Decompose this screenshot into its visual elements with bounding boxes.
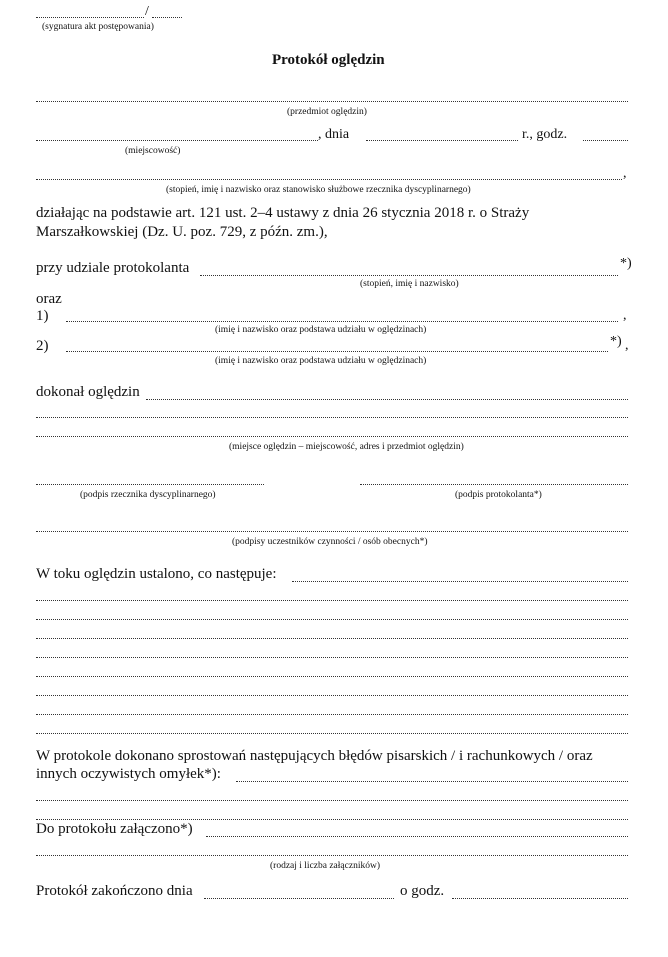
participant-2-caption: (imię i nazwisko oraz podstawa udziału w oględzinach) <box>215 356 427 366</box>
recorder-signature-field <box>360 484 628 485</box>
officer-field <box>36 179 622 180</box>
participant-2-star: *) <box>610 334 622 349</box>
attachments-label: Do protokołu załączono*) <box>36 821 193 837</box>
attachments-field-2 <box>36 855 628 856</box>
findings-label: W toku oględzin ustalono, co następuje: <box>36 566 277 582</box>
findings-line-9 <box>36 733 628 734</box>
inspection-field-3 <box>36 436 628 437</box>
officer-comma: , <box>623 166 627 181</box>
participants-signature-field <box>36 531 628 532</box>
recorder-signature-caption: (podpis protokolanta*) <box>455 490 542 500</box>
place-caption: (miejscowość) <box>125 146 181 156</box>
legal-basis-line-1: działając na podstawie art. 121 ust. 2–4 ustawy z dnia 26 stycznia 2018 r. o Straży <box>36 205 530 221</box>
findings-line-5 <box>36 657 628 658</box>
corrections-line-2: innych oczywistych omyłek*): <box>36 766 221 782</box>
time-label: r., godz. <box>522 127 568 142</box>
recorder-caption: (stopień, imię i nazwisko) <box>360 279 459 289</box>
officer-caption: (stopień, imię i nazwisko oraz stanowisko służbowe rzecznika dyscyplinarnego) <box>166 185 471 195</box>
inspection-field-2 <box>36 417 628 418</box>
findings-line-6 <box>36 676 628 677</box>
signature-caption: (sygnatura akt postępowania) <box>42 22 154 32</box>
signature-slash: / <box>145 4 149 19</box>
closed-time-label: o godz. <box>400 883 445 899</box>
closed-time-field <box>452 898 628 899</box>
officer-signature-field <box>36 484 264 485</box>
date-label: , dnia <box>318 127 350 142</box>
oraz-label: oraz <box>36 291 62 307</box>
page-title: Protokół oględzin <box>272 52 385 68</box>
findings-line-1 <box>292 581 628 582</box>
attachments-field-1 <box>206 836 628 837</box>
corrections-field-2 <box>36 800 628 801</box>
officer-signature-caption: (podpis rzecznika dyscyplinarnego) <box>80 490 216 500</box>
findings-line-8 <box>36 714 628 715</box>
legal-basis-line-2: Marszałkowskiej (Dz. U. poz. 729, z późn. zm.), <box>36 224 328 240</box>
attachments-caption: (rodzaj i liczba załączników) <box>270 861 380 871</box>
closed-date-field <box>204 898 394 899</box>
inspection-field-1 <box>146 399 628 400</box>
corrections-field-1 <box>236 781 628 782</box>
closed-label: Protokół zakończono dnia <box>36 883 193 899</box>
recorder-label: przy udziale protokolanta <box>36 260 190 276</box>
participant-1-caption: (imię i nazwisko oraz podstawa udziału w oględzinach) <box>215 325 427 335</box>
recorder-star: *) <box>620 256 632 271</box>
corrections-field-3 <box>36 819 628 820</box>
participant-2-number: 2) <box>36 338 49 354</box>
participant-2-comma: , <box>625 338 629 353</box>
inspection-label: dokonał oględzin <box>36 384 140 400</box>
place-field <box>36 140 318 141</box>
signature-dots-left <box>36 17 144 18</box>
date-field <box>366 140 518 141</box>
findings-line-7 <box>36 695 628 696</box>
participant-2-field <box>66 351 608 352</box>
findings-line-4 <box>36 638 628 639</box>
participant-1-field <box>66 321 618 322</box>
signature-dots-right <box>152 17 182 18</box>
participant-1-number: 1) <box>36 308 49 324</box>
time-field <box>583 140 628 141</box>
inspection-caption: (miejsce oględzin – miejscowość, adres i przedmiot oględzin) <box>229 442 464 452</box>
participants-signature-caption: (podpisy uczestników czynności / osób obecnych*) <box>232 537 428 547</box>
findings-line-2 <box>36 600 628 601</box>
subject-field <box>36 101 628 102</box>
subject-caption: (przedmiot oględzin) <box>287 107 367 117</box>
participant-1-comma: , <box>623 308 627 323</box>
findings-line-3 <box>36 619 628 620</box>
corrections-line-1: W protokole dokonano sprostowań następujących błędów pisarskich / i rachunkowych / oraz <box>36 748 593 764</box>
recorder-field <box>200 275 618 276</box>
